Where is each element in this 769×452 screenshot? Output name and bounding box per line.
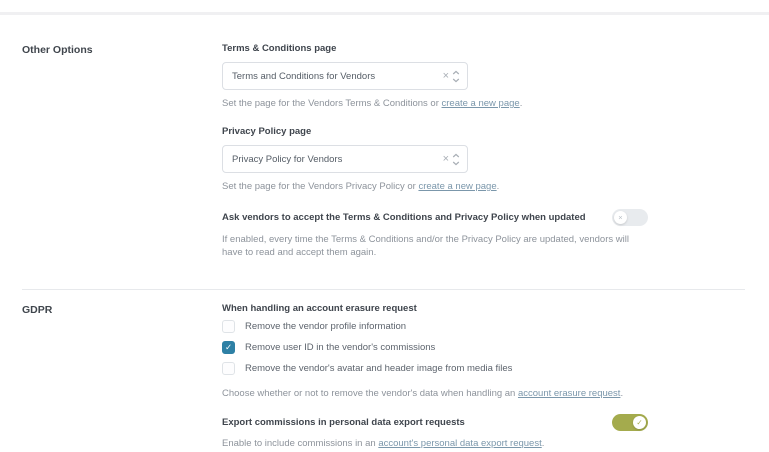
- checkbox-row-remove-profile[interactable]: [222, 320, 648, 333]
- checkbox-row-remove-avatar[interactable]: [222, 362, 648, 375]
- checkbox-unchecked[interactable]: [222, 320, 235, 333]
- checkbox-label: Remove the vendor profile information: [245, 321, 407, 332]
- field-accept-updated: [222, 209, 648, 259]
- privacy-page-label: Privacy Policy page: [222, 126, 312, 137]
- section-gdpr: [0, 290, 769, 450]
- export-commissions-helper: [222, 437, 648, 450]
- erasure-helper: [222, 387, 648, 400]
- checkbox-label: Remove the vendor's avatar and header image from media files: [245, 363, 513, 374]
- settings-page: [0, 15, 769, 450]
- select-arrows-icon[interactable]: [452, 153, 460, 166]
- create-new-page-link[interactable]: create a new page: [441, 98, 520, 109]
- helper-text: .: [519, 98, 523, 109]
- field-erasure-request: [222, 303, 648, 400]
- erasure-request-label: When handling an account erasure request: [222, 303, 417, 314]
- helper-text: Set the page for the Vendors Terms & Conditions or: [222, 98, 442, 109]
- section-other-options: [0, 15, 769, 275]
- account-erasure-request-link[interactable]: account erasure request: [517, 388, 621, 399]
- checkbox-unchecked[interactable]: [222, 362, 235, 375]
- helper-text: Set the page for the Vendors Privacy Policy or: [222, 181, 419, 192]
- helper-text: Choose whether or not to remove the vendor's data when handling an: [222, 388, 518, 399]
- helper-text: .: [620, 388, 624, 399]
- personal-data-export-request-link[interactable]: account's personal data export request: [378, 438, 542, 449]
- terms-page-select[interactable]: [222, 62, 468, 90]
- export-commissions-toggle[interactable]: [612, 414, 648, 431]
- toggle-on-icon: ✓: [633, 416, 646, 429]
- field-terms-page: [222, 43, 648, 110]
- clear-icon[interactable]: ×: [442, 69, 449, 82]
- helper-text: Enable to include commissions in an: [222, 438, 379, 449]
- helper-text: have to read and accept them again.: [222, 247, 377, 258]
- privacy-page-select-value: Privacy Policy for Vendors: [232, 153, 343, 165]
- accept-updated-label: Ask vendors to accept the Terms & Conditions and Privacy Policy when updated: [222, 212, 586, 223]
- terms-page-label: Terms & Conditions page: [222, 43, 337, 54]
- export-commissions-label: Export commissions in personal data export requests: [222, 417, 465, 428]
- clear-icon[interactable]: ×: [442, 152, 449, 165]
- field-export-commissions: [222, 414, 648, 450]
- terms-page-helper: [222, 97, 648, 110]
- helper-text: If enabled, every time the Terms & Conditions and/or the Privacy Policy are updated, vendors will: [222, 234, 629, 245]
- helper-text: .: [496, 181, 500, 192]
- privacy-page-helper: [222, 180, 648, 193]
- helper-text: .: [541, 438, 545, 449]
- accept-updated-toggle[interactable]: [612, 209, 648, 226]
- checkbox-row-remove-user-id[interactable]: [222, 341, 648, 354]
- section-title-gdpr: GDPR: [22, 304, 53, 316]
- privacy-page-select[interactable]: [222, 145, 468, 173]
- accept-updated-helper: [222, 233, 648, 259]
- select-arrows-icon[interactable]: [452, 70, 460, 83]
- checkbox-checked[interactable]: ✓: [222, 341, 235, 354]
- create-new-page-link[interactable]: create a new page: [418, 181, 497, 192]
- toggle-off-icon: ×: [614, 211, 627, 224]
- checkbox-label: Remove user ID in the vendor's commissions: [245, 342, 436, 353]
- field-privacy-page: [222, 126, 648, 193]
- section-title-other-options: Other Options: [22, 44, 93, 56]
- terms-page-select-value: Terms and Conditions for Vendors: [232, 70, 376, 82]
